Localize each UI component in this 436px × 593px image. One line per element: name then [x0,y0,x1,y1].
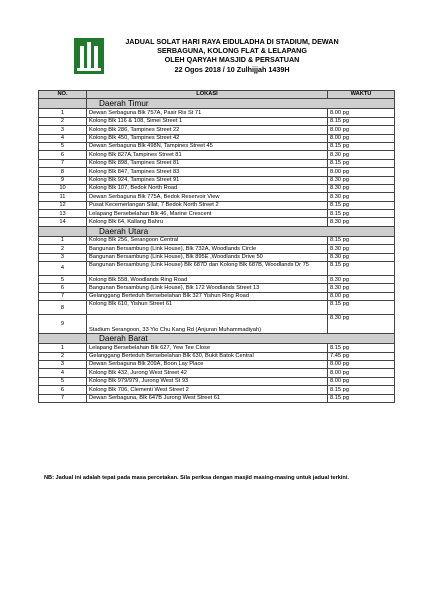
row-time: 8.30 pg [328,276,395,284]
row-time: 8.15 pg [328,344,395,352]
section-title: Daerah Barat [87,334,395,344]
section-header-row [39,226,395,236]
table-row [39,218,395,226]
row-time: 8.30 pg [328,184,395,192]
document-header [112,37,352,74]
table-row [39,292,395,300]
row-location: Kolong Blk 979/979, Jurong West St 93 [87,377,328,385]
row-time: 7.45 pg [328,352,395,360]
row-number: 4 [39,262,87,276]
row-number: 3 [39,253,87,261]
row-number: 7 [39,394,87,402]
row-location: Kolong Blk 286, Tampines Street 22 [87,126,328,134]
section-header-blank [39,226,87,236]
row-time: 8.30 pg [328,218,395,226]
row-location: Stadium Serangoon, 33 Yio Chu Kang Rd (Anjuran Muhammadiyah) [87,315,328,334]
row-location: Kolong Blk 706, Clementi West Street 2 [87,386,328,394]
column-header-waktu: WAKTU [328,91,395,99]
row-time: 8.15 pg [328,159,395,167]
table-row [39,369,395,377]
table-row [39,168,395,176]
table-row [39,253,395,261]
row-time: 8.00 pg [328,109,395,117]
row-location: Kolong Blk 898, Tampines Street 81 [87,159,328,167]
row-number: 11 [39,193,87,201]
row-number: 6 [39,284,87,292]
row-number: 1 [39,344,87,352]
row-number: 4 [39,134,87,142]
row-number: 1 [39,109,87,117]
header-line-2: SERBAGUNA, KOLONG FLAT & LELAPANG [157,46,307,56]
row-location: Dewan Serbaguna Blk 775A, Bedok Reservoir View [87,193,328,201]
row-time: 8.30 pg [328,245,395,253]
row-time: 8.15 pg [328,394,395,402]
table-row [39,210,395,218]
row-location: Kolong Blk 256, Serangoon Central [87,236,328,244]
row-location: Kolong Blk 107, Bedok North Road [87,184,328,192]
row-number: 4 [39,369,87,377]
table-row [39,201,395,209]
row-number: 7 [39,292,87,300]
row-location: Dewan Serbaguna Blk 757A, Pasir Ris St 71 [87,109,328,117]
row-number: 13 [39,210,87,218]
row-location: Kolong Blk 450, Tampines Street 42 [87,134,328,142]
row-location: Kolong Blk 116 & 108, Simei Street 1 [87,117,328,125]
table-row [39,352,395,360]
table-row [39,315,395,334]
row-location: Dewan Serbaguna, Blk 647B Jurong West Street 61 [87,394,328,402]
row-location: Lelapang Bersebelahan Blk 46, Marine Crescent [87,210,328,218]
row-location: Kolong Blk 924, Tampines Street 91 [87,176,328,184]
row-number: 9 [39,315,87,334]
table-row [39,344,395,352]
table-row [39,176,395,184]
row-time: 8.30 pg [328,151,395,159]
row-number: 3 [39,360,87,368]
table-row [39,117,395,125]
row-time: 8.15 pg [328,301,395,315]
column-header-no: NO. [39,91,87,99]
row-location: Pusat Kecemerlangan Silat, 7 Bedok North Street 2 [87,201,328,209]
row-location: Kolong Blk 610, Yishun Street 61 [87,301,328,315]
table-row [39,262,395,276]
row-time: 8.15 pg [328,236,395,244]
row-time: 8.30 pg [328,193,395,201]
row-location: Gelanggang Berteduh Bersebelahan Blk 327 Yishun Ring Road [87,292,328,300]
section-title: Daerah Utara [87,226,395,236]
row-time: 8.00 pg [328,126,395,134]
row-time: 8.30 pg [328,176,395,184]
section-header-blank [39,99,87,109]
row-time: 8.15 pg [328,117,395,125]
row-time: 8.00 pg [328,377,395,385]
table-row [39,142,395,150]
row-time: 8.15 pg [328,262,395,276]
table-row [39,276,395,284]
header-line-3: OLEH QARYAH MASJID & PERSATUAN [164,55,300,65]
row-location: Kolong Blk 432, Jurong West Street 42 [87,369,328,377]
row-location: Kolong Blk 558, Woodlands Ring Road [87,276,328,284]
table-row [39,193,395,201]
row-number: 12 [39,201,87,209]
row-location: Kolong Blk 847, Tampines Street 83 [87,168,328,176]
table-header-row [39,91,395,99]
row-number: 2 [39,352,87,360]
row-location: Bangunan Bersambung (Link House) Blk 687D dan Kolong Blk 687B, Woodlands Dr 75 [87,262,328,276]
row-time: 8.00 pg [328,134,395,142]
row-number: 9 [39,176,87,184]
table-row [39,386,395,394]
row-number: 1 [39,236,87,244]
row-number: 6 [39,151,87,159]
row-number: 7 [39,159,87,167]
row-location: Gelanggang Berteduh Bersebelahan Blk 630, Bukit Batok Central [87,352,328,360]
header-line-1: JADUAL SOLAT HARI RAYA EIDULADHA DI STADIUM, DEWAN [125,37,339,46]
table-row [39,159,395,167]
table-row [39,184,395,192]
header-date: 22 Ogos 2018 / 10 Zulhijjah 1439H [174,64,290,74]
table-row [39,377,395,385]
row-time: 8.00 pg [328,168,395,176]
row-time: 8.15 pg [328,142,395,150]
row-number: 2 [39,117,87,125]
schedule-table [38,90,395,403]
row-location: Bangunan Bersambung (Link House), Blk 895E ,Woodlands Drive 50 [87,253,328,261]
column-header-lokasi: LOKASI [87,91,328,99]
section-title: Daerah Timur [87,99,395,109]
row-time: 8.15 pg [328,386,395,394]
row-number: 5 [39,377,87,385]
row-time: 8.30 pg [328,284,395,292]
table-row [39,394,395,402]
row-number: 8 [39,301,87,315]
row-time: 8.30 pg [328,315,395,334]
table-row [39,126,395,134]
section-header-row [39,334,395,344]
table-row [39,284,395,292]
row-number: 10 [39,184,87,192]
table-row [39,245,395,253]
row-number: 6 [39,386,87,394]
row-time: 8.15 pg [328,201,395,209]
row-location: Bangunan Bersambung (Link House), Blk 172 Woodlands Street 13 [87,284,328,292]
row-number: 8 [39,168,87,176]
section-header-blank [39,334,87,344]
row-location: Kolong Blk 827A,Tampines Street 81 [87,151,328,159]
row-number: 14 [39,218,87,226]
table-row [39,360,395,368]
row-number: 2 [39,245,87,253]
footnote: NB: Jadual ini adalah tepat pada masa percetakan. Sila periksa dengan masjid masing-masing untuk jadual terkini. [44,475,349,481]
row-number: 5 [39,276,87,284]
row-time: 8.15 pg [328,210,395,218]
row-time: 8.30 pg [328,253,395,261]
row-location: Dewan Serbaguna Blk 209A, Boon Lay Place [87,360,328,368]
row-location: Dewan Serbaguna Blk 498N, Tampines Street 45 [87,142,328,150]
row-location: Kolong Blk 64, Kallang Bahru [87,218,328,226]
table-row [39,301,395,315]
row-number: 5 [39,142,87,150]
row-time: 8.00 pg [328,360,395,368]
row-number: 3 [39,126,87,134]
table-row [39,134,395,142]
section-header-row [39,99,395,109]
row-time: 8.00 pg [328,292,395,300]
row-location: Lelapang Bersebelahan Blk 627, Yew Tee Close [87,344,328,352]
row-location: Bangunan Bersambung (Link House), Blk 732A, Woodlands Circle [87,245,328,253]
row-time: 8.00 pg [328,369,395,377]
table-row [39,151,395,159]
table-row [39,109,395,117]
mosque-logo [74,38,104,74]
table-row [39,236,395,244]
